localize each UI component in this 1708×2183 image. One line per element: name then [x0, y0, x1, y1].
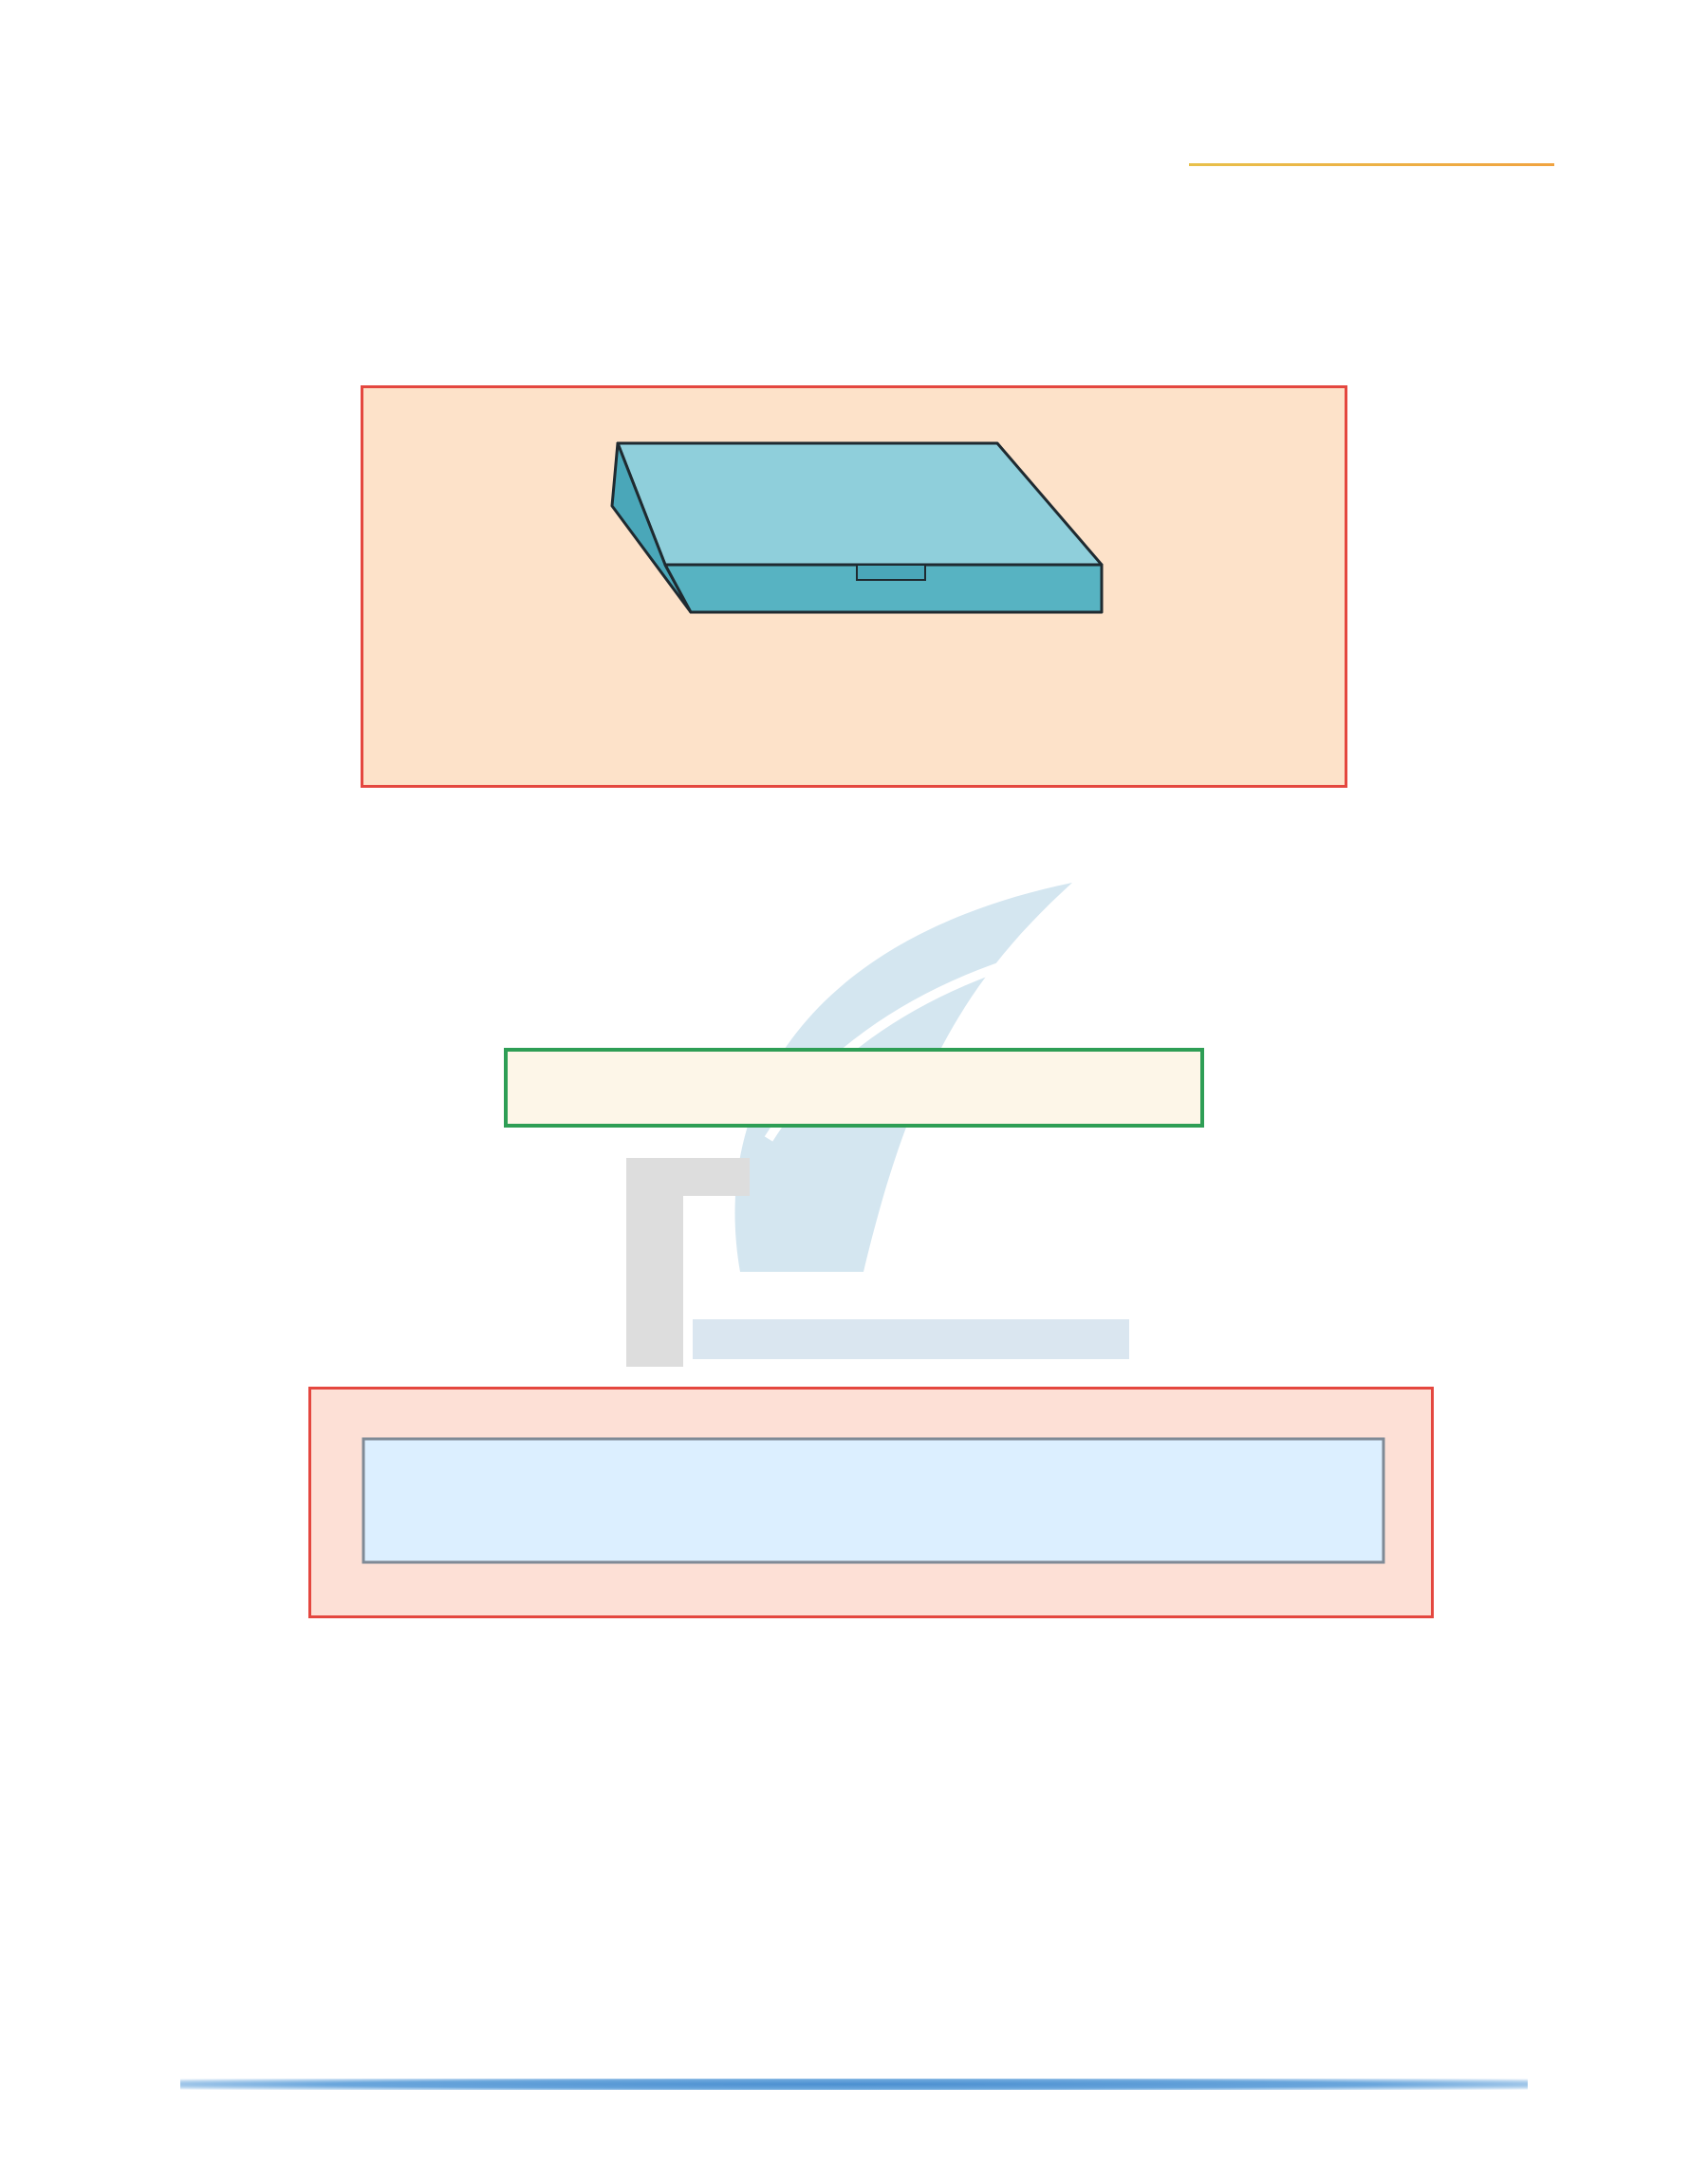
ruler-figure	[308, 1387, 1434, 1618]
header-divider	[1189, 163, 1554, 166]
ruler-illustration	[311, 1390, 1437, 1621]
footer-divider	[180, 2079, 1528, 2090]
pencil-box-figure	[361, 385, 1347, 788]
pencil-box-illustration	[363, 388, 1350, 791]
section-heading-box	[504, 1048, 1204, 1128]
